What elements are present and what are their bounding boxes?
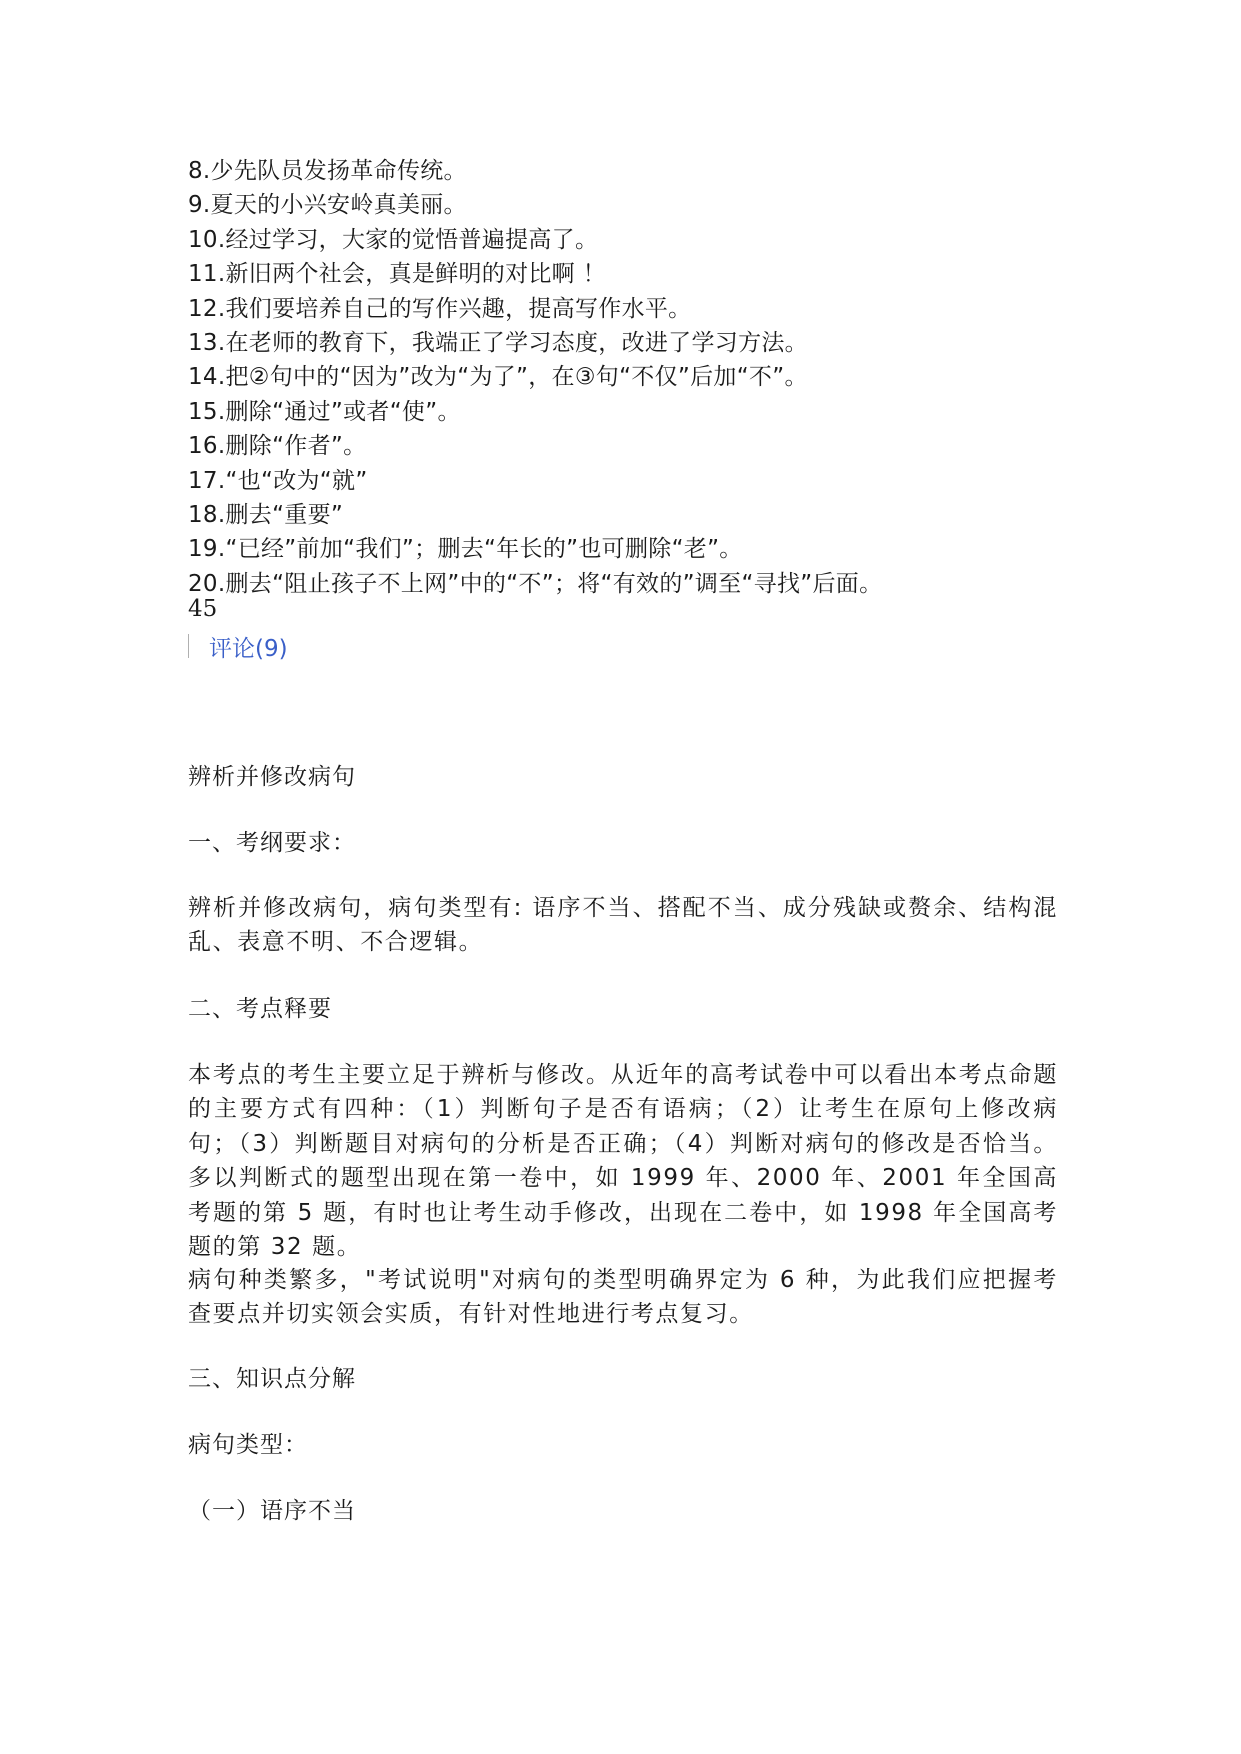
section-heading: 三、知识点分解 (188, 1366, 356, 1392)
answer-item: 12.我们要培养自己的写作兴趣，提高写作水平。 (188, 295, 692, 322)
comments-link[interactable]: 评论(9) (209, 635, 288, 662)
answer-item: 17.“也“改为“就” (188, 467, 368, 494)
answer-item: 8.少先队员发扬革命传统。 (188, 158, 467, 184)
comment-row (188, 629, 288, 663)
answer-item: 20.删去“阻止孩子不上网”中的“不”；将“有效的”调至“寻找”后面。 (188, 570, 883, 597)
answer-item: 15.删除“通过”或者“使”。 (188, 398, 461, 425)
section-heading: 一、考纲要求： (188, 830, 356, 856)
subsection-heading: （一）语序不当 (188, 1498, 356, 1524)
answer-item: 19.“已经”前加“我们”；删去“年长的”也可删除“老”。 (188, 536, 743, 563)
answer-item: 18.删去“重要” (188, 501, 344, 528)
answer-list (188, 154, 1068, 601)
answer-item: 13.在老师的教育下，我端正了学习态度，改进了学习方法。 (188, 329, 808, 356)
article-title: 辨析并修改病句 (188, 764, 356, 790)
paragraph: 辨析并修改病句，病句类型有: 语序不当、搭配不当、成分残缺或赘余、结构混乱、表意不明、不合逻辑。 (188, 895, 1058, 956)
answer-item: 10.经过学习，大家的觉悟普遍提高了。 (188, 226, 599, 253)
types-label: 病句类型： (188, 1432, 308, 1458)
answer-item: 16.删除“作者”。 (188, 433, 367, 460)
paragraph: 病句种类繁多，"考试说明"对病句的类型明确界定为 6 种，为此我们应把握考查要点并切实领会实质，有针对性地进行考点复习。 (188, 1267, 1058, 1328)
section-heading: 二、考点释要 (188, 996, 332, 1022)
answer-item: 9.夏天的小兴安岭真美丽。 (188, 192, 467, 219)
answer-item: 11.新旧两个社会，真是鲜明的对比啊 ！ (188, 261, 606, 288)
paragraph: 本考点的考生主要立足于辨析与修改。从近年的高考试卷中可以看出本考点命题的主要方式有四种：（1）判断句子是否有语病；（2）让考生在原句上修改病句；（3）判断题目对病句的分析是否正确；（4）判断对病句的修改是否恰当。多以判断式的题型出现在第一卷中，如 1999 年、2000 年、2001 年全国高考题的第 5 题，有时也让考生动手修改，出现在二卷中，如 1998 年全国高考题的第 32 题。 (188, 1062, 1058, 1261)
separator (188, 634, 189, 658)
likes-count: 45 (188, 596, 218, 622)
answer-item: 14.把②句中的“因为”改为“为了”，在③句“不仅”后加“不”。 (188, 364, 808, 391)
